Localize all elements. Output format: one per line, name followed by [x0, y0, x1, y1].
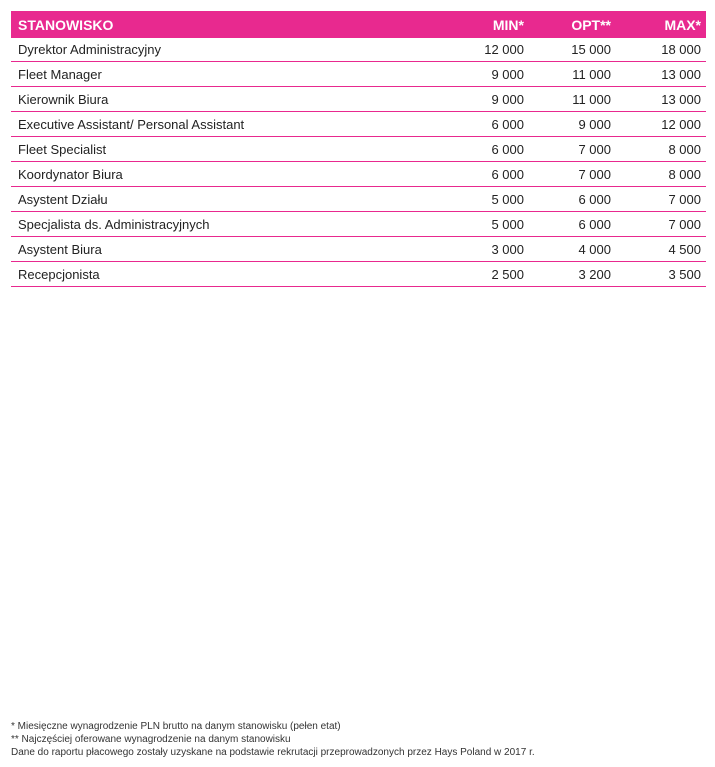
cell-position: Koordynator Biura — [11, 162, 431, 187]
footnote-opt-definition: ** Najczęściej oferowane wynagrodzenie na danym stanowisku — [11, 734, 291, 745]
cell-min: 3 000 — [431, 237, 524, 262]
cell-max: 7 000 — [611, 187, 706, 212]
table-row — [11, 137, 706, 162]
header-min: MIN* — [431, 11, 524, 38]
cell-opt: 6 000 — [524, 187, 611, 212]
cell-max: 4 500 — [611, 237, 706, 262]
cell-opt: 7 000 — [524, 137, 611, 162]
table-row — [11, 112, 706, 137]
cell-min: 9 000 — [431, 62, 524, 87]
table-row — [11, 237, 706, 262]
table-row — [11, 262, 706, 287]
cell-max: 18 000 — [611, 38, 706, 62]
cell-position: Fleet Specialist — [11, 137, 431, 162]
cell-max: 8 000 — [611, 137, 706, 162]
cell-min: 5 000 — [431, 212, 524, 237]
cell-max: 7 000 — [611, 212, 706, 237]
header-opt: OPT** — [524, 11, 611, 38]
cell-position: Executive Assistant/ Personal Assistant — [11, 112, 431, 137]
cell-max: 3 500 — [611, 262, 706, 287]
table-row — [11, 162, 706, 187]
cell-max: 12 000 — [611, 112, 706, 137]
cell-position: Recepcjonista — [11, 262, 431, 287]
cell-min: 6 000 — [431, 137, 524, 162]
cell-opt: 11 000 — [524, 87, 611, 112]
table-header-row — [11, 11, 706, 38]
cell-min: 2 500 — [431, 262, 524, 287]
cell-position: Fleet Manager — [11, 62, 431, 87]
cell-max: 13 000 — [611, 87, 706, 112]
footnote-salary-definition: * Miesięczne wynagrodzenie PLN brutto na danym stanowisku (pełen etat) — [11, 721, 341, 732]
table-row — [11, 62, 706, 87]
footnotes — [11, 720, 535, 759]
salary-table — [11, 11, 706, 287]
cell-position: Kierownik Biura — [11, 87, 431, 112]
cell-max: 13 000 — [611, 62, 706, 87]
cell-position: Asystent Biura — [11, 237, 431, 262]
cell-position: Asystent Działu — [11, 187, 431, 212]
cell-min: 5 000 — [431, 187, 524, 212]
cell-opt: 15 000 — [524, 38, 611, 62]
cell-position: Specjalista ds. Administracyjnych — [11, 212, 431, 237]
table-row — [11, 38, 706, 62]
cell-min: 12 000 — [431, 38, 524, 62]
table-row — [11, 187, 706, 212]
cell-opt: 4 000 — [524, 237, 611, 262]
cell-opt: 3 200 — [524, 262, 611, 287]
cell-min: 6 000 — [431, 112, 524, 137]
cell-opt: 7 000 — [524, 162, 611, 187]
cell-min: 9 000 — [431, 87, 524, 112]
header-max: MAX* — [611, 11, 706, 38]
header-position: STANOWISKO — [11, 11, 431, 38]
cell-min: 6 000 — [431, 162, 524, 187]
cell-opt: 11 000 — [524, 62, 611, 87]
table-row — [11, 212, 706, 237]
cell-opt: 6 000 — [524, 212, 611, 237]
cell-max: 8 000 — [611, 162, 706, 187]
cell-position: Dyrektor Administracyjny — [11, 38, 431, 62]
footnote-data-source: Dane do raportu płacowego zostały uzyskane na podstawie rekrutacji przeprowadzonych przez Hays Poland w 2017 r. — [11, 747, 535, 758]
table-row — [11, 87, 706, 112]
cell-opt: 9 000 — [524, 112, 611, 137]
